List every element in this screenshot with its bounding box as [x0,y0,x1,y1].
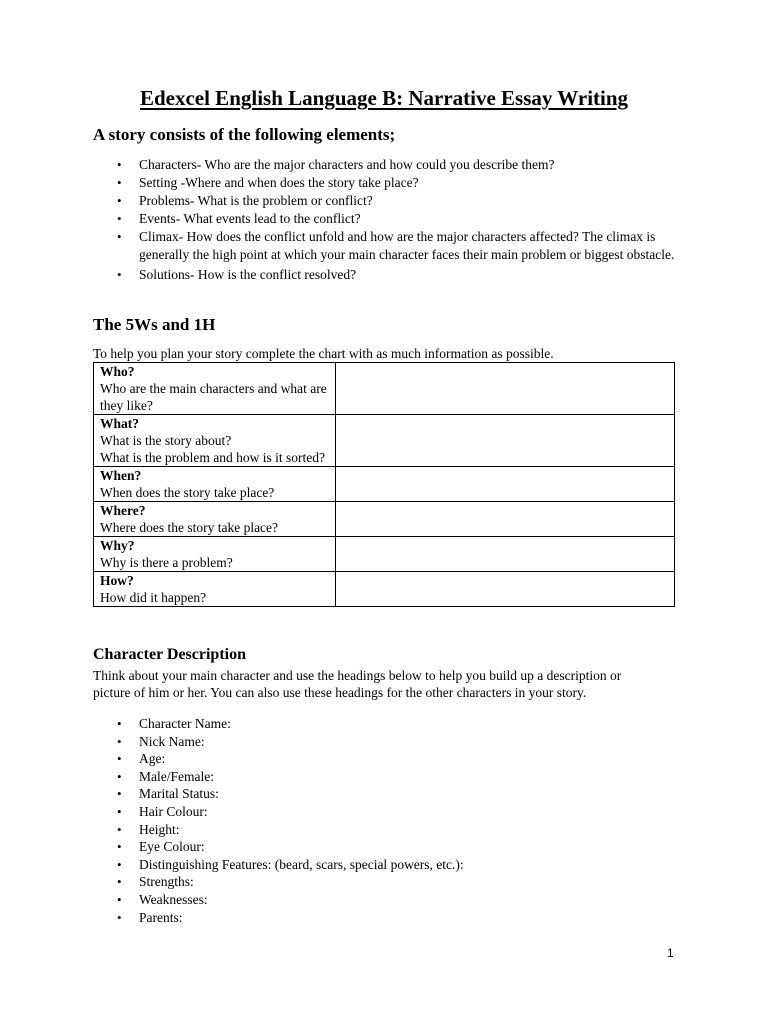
list-item: • Male/Female: [117,768,677,786]
list-item: • Weaknesses: [117,891,677,909]
list-item: • Marital Status: [117,785,677,803]
question-prompt: What is the problem and how is it sorted? [100,450,325,465]
question-cell [94,363,336,415]
list-item: • Distinguishing Features: (beard, scars, special powers, etc.): [117,856,677,874]
question-heading: Where? [100,503,146,518]
answer-cell-what[interactable] [336,415,675,467]
answer-cell-why[interactable] [336,537,675,572]
question-heading: Why? [100,538,135,553]
question-cell [94,415,336,467]
table-row [94,537,675,572]
page-number: 1 [667,946,674,960]
list-item: • Problems- What is the problem or conflict? [117,192,677,210]
question-cell [94,572,336,607]
question-prompt: Who are the main characters and what are they like? [100,381,327,413]
story-elements-list [117,156,677,284]
story-elements-heading: A story consists of the following elements; [93,125,396,144]
fivews-heading: The 5Ws and 1H [93,315,216,334]
character-description-heading: Character Description [93,646,246,663]
question-prompt: What is the story about? [100,433,232,448]
page-title: Edexcel English Language B: Narrative Essay Writing [139,86,629,110]
question-prompt: Why is there a problem? [100,555,233,570]
question-heading: When? [100,468,142,483]
answer-cell-where[interactable] [336,502,675,537]
list-item: • Height: [117,821,677,839]
list-item: • Eye Colour: [117,838,677,856]
question-heading: How? [100,573,134,588]
answer-cell-who[interactable] [336,363,675,415]
question-heading: What? [100,416,140,431]
list-item: • Nick Name: [117,733,677,751]
question-heading: Who? [100,364,135,379]
table-row [94,415,675,467]
character-intro: Think about your main character and use the headings below to help you build up a description or picture of him or her. You can also use these headings for the other characters in your story. [93,668,622,700]
answer-cell-how[interactable] [336,572,675,607]
question-prompt: When does the story take place? [100,485,275,500]
table-row [94,572,675,607]
list-item: • Solutions- How is the conflict resolved? [117,266,677,284]
list-item: • Characters- Who are the major characters and how could you describe them? [117,156,677,174]
chart-intro: To help you plan your story complete the chart with as much information as possible. [93,346,554,361]
list-item: • Age: [117,750,677,768]
question-cell [94,467,336,502]
table-row [94,363,675,415]
question-prompt: Where does the story take place? [100,520,279,535]
list-item: • Climax- How does the conflict unfold and how are the major characters affected? The climax is generally the high point at which your main character faces their main problem or biggest obstacle. [117,228,677,263]
list-item: • Strengths: [117,873,677,891]
character-fields-list [117,715,677,926]
answer-cell-when[interactable] [336,467,675,502]
question-cell [94,537,336,572]
question-prompt: How did it happen? [100,590,207,605]
fivews-chart [93,362,675,607]
question-cell [94,502,336,537]
list-item: • Hair Colour: [117,803,677,821]
table-row [94,502,675,537]
table-row [94,467,675,502]
list-item: • Character Name: [117,715,677,733]
list-item: • Events- What events lead to the conflict? [117,210,677,228]
list-item: • Parents: [117,909,677,927]
list-item: • Setting -Where and when does the story take place? [117,174,677,192]
